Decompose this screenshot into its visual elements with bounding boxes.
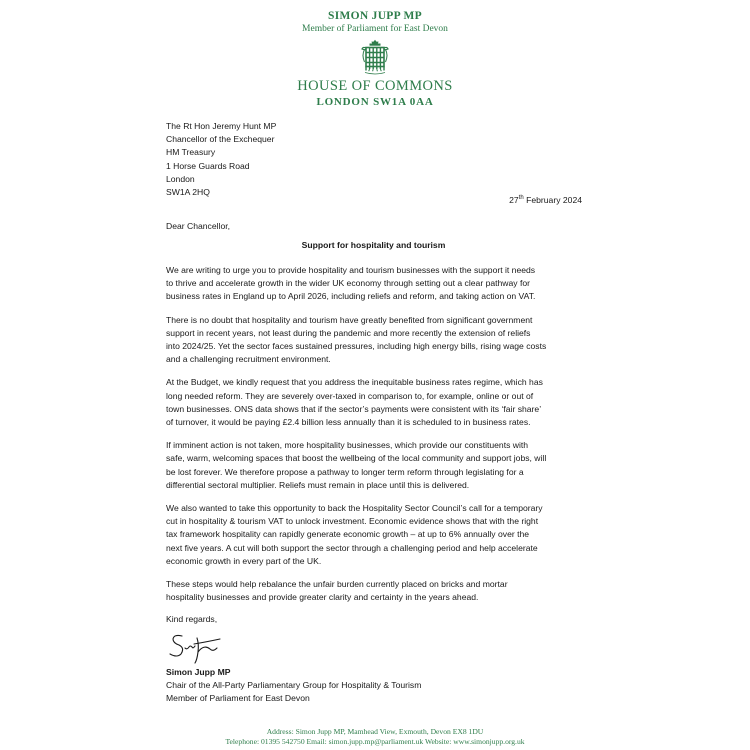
- text-line: next five years. A cut will both support the sector through a challenging period and help accelerate: [166, 542, 538, 553]
- text-line: and a challenging recruitment environment.: [166, 354, 331, 365]
- text-line: of turnover, it would be paying £2.4 billion less annually than it is scheduled to in business rates.: [166, 417, 531, 428]
- letterhead-role: Member of Parliament for East Devon: [302, 24, 448, 34]
- paragraph: [166, 578, 586, 604]
- text-line: hospitality businesses and provide greater clarity and certainty in the years ahead.: [166, 592, 479, 603]
- text-line: We are writing to urge you to provide hospitality and tourism businesses with the support it needs: [166, 265, 536, 275]
- recipient-line: 1 Horse Guards Road: [166, 160, 250, 171]
- paragraph: [166, 502, 586, 568]
- recipient-line: Chancellor of the Exchequer: [166, 134, 275, 145]
- text-line: support in recent years, not least during the pandemic and more recently the extension of reliefs: [166, 327, 531, 338]
- recipient-address: [166, 120, 466, 199]
- portcullis-crest-icon: [360, 39, 390, 75]
- recipient-line: SW1A 2HQ: [166, 187, 210, 198]
- salutation: Dear Chancellor,: [166, 221, 231, 231]
- sign-off: Kind regards,: [166, 614, 218, 624]
- text-line: differential sectoral multiplier. Reliefs must remain in place until this is delivered.: [166, 479, 470, 490]
- recipient-line: The Rt Hon Jeremy Hunt MP: [166, 121, 277, 131]
- paragraph: [166, 264, 586, 304]
- letter-body: [166, 264, 586, 614]
- paragraph: [166, 439, 586, 492]
- subject-heading: Support for hospitality and tourism: [301, 240, 446, 250]
- text-line: At the Budget, we kindly request that you address the inequitable business rates regime, which has: [166, 377, 543, 388]
- text-line: safe, warm, welcoming spaces that boost the wellbeing of the local community and support jobs, will: [166, 453, 547, 464]
- footer-contact: Telephone: 01395 542750 Email: simon.jupp.mp@parliament.uk Website: www.simonjupp.org.uk: [225, 737, 525, 747]
- text-line: long needed reform. They are severely over-taxed in comparison to, for example, online or out of: [166, 390, 534, 401]
- text-line: We also wanted to take this opportunity to back the Hospitality Sector Council’s call for a temporary: [166, 503, 543, 514]
- date-suffix: th: [518, 195, 524, 202]
- text-line: These steps would help rebalance the unfair burden currently placed on bricks and mortar: [166, 579, 508, 590]
- paragraph: [166, 314, 586, 367]
- handwritten-signature-icon: [168, 630, 228, 664]
- text-line: economic growth in every part of the UK.: [166, 555, 322, 566]
- signer-title: Chair of the All-Party Parliamentary Group for Hospitality & Tourism: [166, 680, 422, 691]
- text-line: cut in hospitality & tourism VAT to unlock investment. Economic evidence shows that with the right: [166, 516, 539, 527]
- recipient-line: HM Treasury: [166, 147, 216, 158]
- letterhead: [0, 9, 750, 109]
- date-month-year: February 2024: [523, 195, 582, 205]
- signer-role: Member of Parliament for East Devon: [166, 693, 310, 704]
- text-line: There is no doubt that hospitality and tourism have greatly benefited from significant government: [166, 314, 533, 325]
- letterhead-house: HOUSE OF COMMONS: [297, 78, 453, 94]
- date-day: 27: [509, 195, 519, 205]
- signer-name: Simon Jupp MP: [166, 667, 231, 677]
- signer-block: [166, 666, 421, 706]
- letterhead-address: LONDON SW1A 0AA: [316, 96, 434, 108]
- letter-footer: [0, 727, 750, 747]
- paragraph: [166, 376, 586, 429]
- letter-date: [509, 194, 582, 207]
- text-line: town businesses. ONS data shows that if the sector’s payments were consistent with its ‘fair share’: [166, 403, 542, 414]
- recipient-line: London: [166, 173, 195, 184]
- text-line: If imminent action is not taken, more hospitality businesses, which provide our constituents with: [166, 440, 529, 451]
- footer-address: Address: Simon Jupp MP, Mamhead View, Exmouth, Devon EX8 1DU: [266, 727, 484, 736]
- text-line: into 2024/25. Yet the sector faces sustained pressures, including high energy bills, rising wage costs: [166, 341, 547, 352]
- text-line: to thrive and accelerate growth in the wider UK economy through setting out a clear pathway for: [166, 278, 531, 289]
- text-line: tax framework hospitality can rapidly generate economic growth – at up to 6% annually over the: [166, 529, 530, 540]
- text-line: business rates in England up to April 2026, including reliefs and reform, and taking action on VAT.: [166, 291, 536, 302]
- letterhead-name: SIMON JUPP MP: [328, 10, 422, 22]
- text-line: be lost forever. We therefore propose a pathway to longer term reform through legislating for a: [166, 466, 524, 477]
